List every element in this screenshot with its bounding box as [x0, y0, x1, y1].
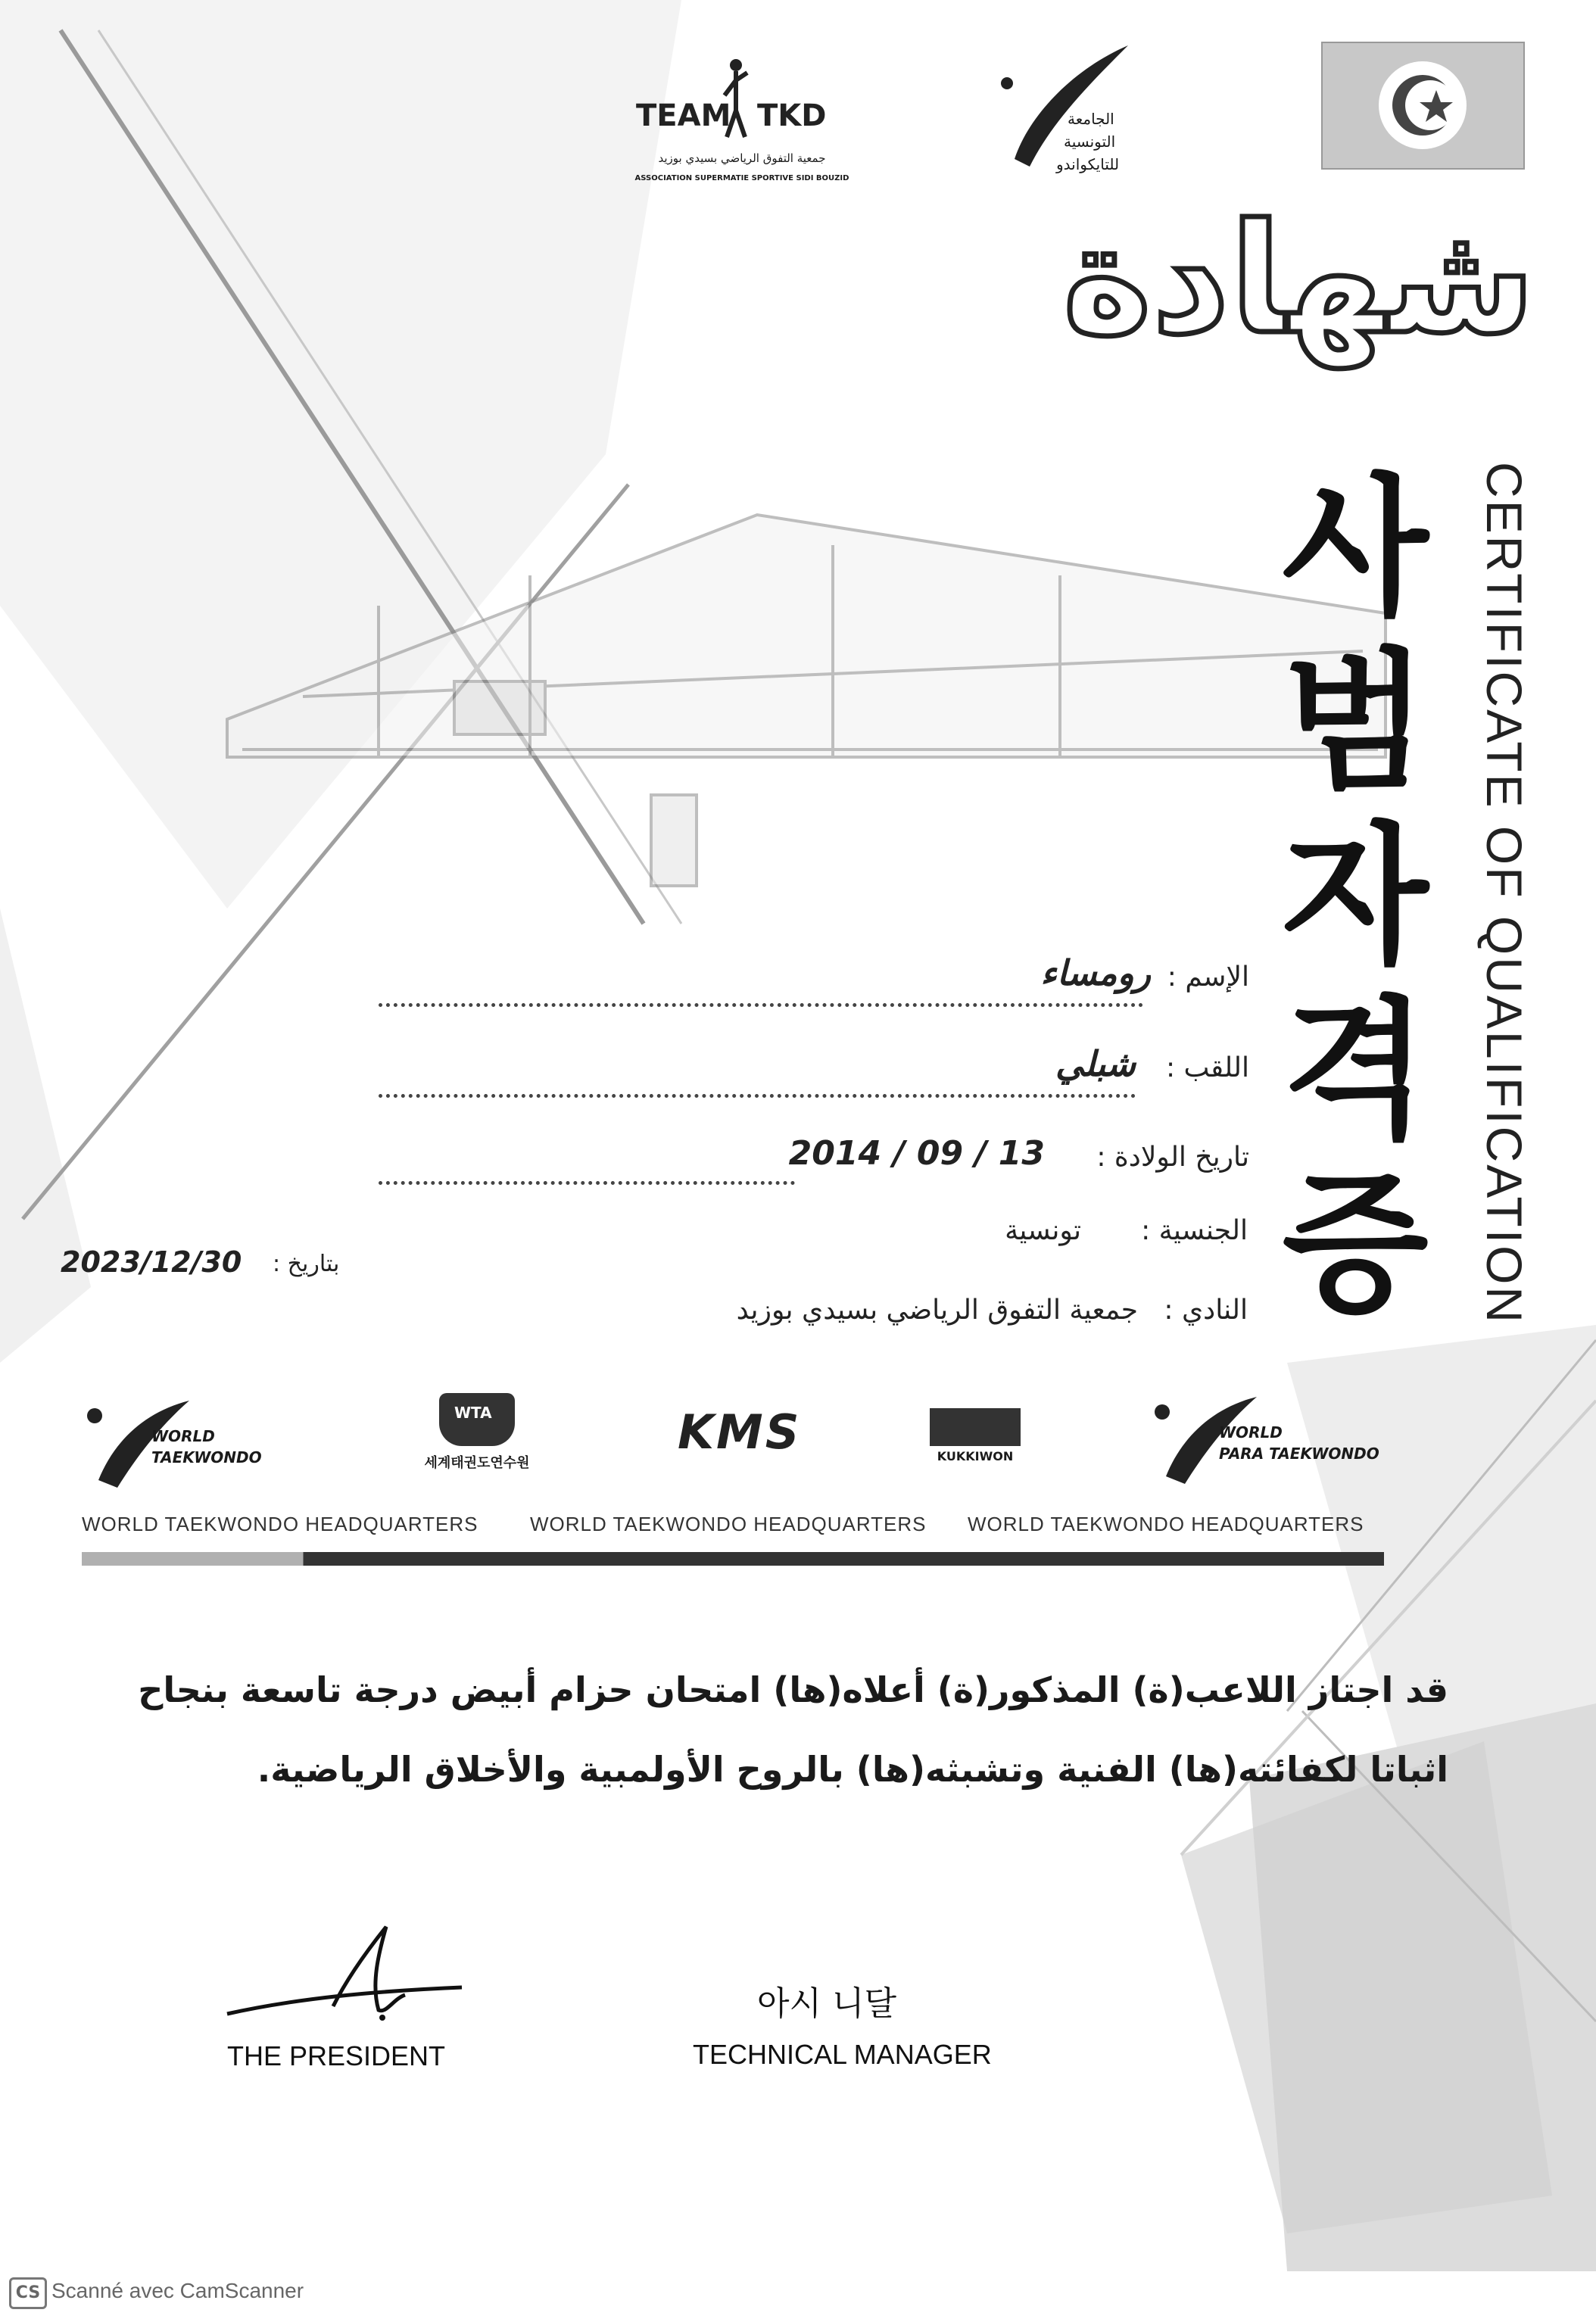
camscanner-text: Scanné avec CamScanner: [51, 2279, 304, 2302]
president-title: THE PRESIDENT: [227, 2040, 446, 2071]
world-taekwondo-line-1: WORLD: [151, 1427, 215, 1445]
team-logo-arabic: جمعية التفوق الرياضي بسيدي بوزيد: [658, 151, 826, 165]
wta-badge-text: WTA: [454, 1404, 492, 1422]
federation-name-line-2: التونسية: [1064, 132, 1116, 151]
team-logo-right-text: TKD: [757, 98, 827, 133]
birth-row: [379, 1128, 1249, 1196]
flag-crescent-star-icon: [1323, 43, 1523, 168]
hq-label-1: WORLD TAEKWONDO HEADQUARTERS: [82, 1513, 478, 1535]
kukkiwon-mark-icon: [930, 1408, 1021, 1446]
athlete-figure-icon: [721, 58, 751, 141]
korean-title-char-2: 범: [1282, 634, 1429, 811]
korean-title-char-3: 자: [1282, 809, 1429, 985]
manager-title: TECHNICAL MANAGER: [693, 2039, 992, 2070]
federation-name-line-1: الجامعة: [1068, 110, 1114, 128]
body-line-1: قد اجتاز اللاعب(ة) المذكور(ة) أعلاه(ها) امتحان حزام أبيض درجة تاسعة بنجاح: [138, 1669, 1448, 1710]
hq-label-3: WORLD TAEKWONDO HEADQUARTERS: [968, 1513, 1364, 1535]
club-value: جمعية التفوق الرياضي بسيدي بوزيد: [736, 1295, 1138, 1326]
team-tkd-logo: [628, 53, 856, 197]
nationality-value: تونسية: [1005, 1215, 1081, 1246]
hq-label-2: WORLD TAEKWONDO HEADQUARTERS: [530, 1513, 927, 1535]
surname-value: شبلي: [1055, 1043, 1136, 1084]
kms-logo: KMS: [678, 1404, 802, 1460]
name-row: [379, 946, 1249, 1015]
club-label: النادي :: [1164, 1295, 1248, 1326]
korean-title-char-5: 증: [1282, 1157, 1429, 1333]
wta-logo: [394, 1393, 560, 1484]
surname-row: [379, 1037, 1249, 1105]
birth-dotted-line: [379, 1181, 795, 1185]
manager-name: 아시 니달: [757, 1984, 897, 2023]
tunisia-flag: [1321, 42, 1525, 170]
divider-bar: [82, 1552, 1384, 1566]
surname-label: اللقب :: [1165, 1052, 1249, 1083]
english-title-vertical: CERTIFICATE OF QUALIFICATION: [1476, 462, 1532, 1326]
kukkiwon-text: KUKKIWON: [937, 1449, 1014, 1463]
arabic-title: شهادة: [1062, 192, 1535, 368]
surname-dotted-line: [379, 1094, 1136, 1098]
world-taekwondo-logo: [83, 1397, 295, 1488]
president-signature: [220, 1923, 469, 2029]
birth-label: تاريخ الولادة :: [1096, 1142, 1249, 1173]
korean-title-char-4: 격: [1282, 983, 1429, 1159]
federation-name-line-3: للتايكواندو: [1056, 155, 1120, 173]
name-label: الإسم :: [1167, 962, 1249, 993]
para-taekwondo-line-2: PARA TAEKWONDO: [1219, 1445, 1379, 1463]
date-label: بتاريخ :: [273, 1251, 340, 1277]
date-value: 2023/12/30: [61, 1245, 242, 1279]
para-taekwondo-line-1: WORLD: [1219, 1423, 1283, 1442]
team-logo-latin: ASSOCIATION SUPERMATIE SPORTIVE SIDI BOUZID: [634, 174, 849, 182]
camscanner-badge: [9, 2277, 47, 2309]
camscanner-badge-text: CS: [15, 2283, 41, 2302]
birth-value: 2014 / 09 / 13: [788, 1134, 1045, 1173]
kukkiwon-logo: [930, 1408, 1021, 1469]
team-logo-left-text: TEAM: [636, 98, 731, 133]
body-line-2: اثباتا لكفائته(ها) الفنية وتشبثه(ها) بالروح الأولمبية والأخلاق الرياضية.: [257, 1749, 1448, 1790]
korean-title: [1272, 462, 1439, 1332]
nationality-label: الجنسية :: [1141, 1215, 1248, 1246]
korean-title-char-1: 사: [1282, 460, 1429, 637]
para-taekwondo-logo: [1151, 1393, 1469, 1484]
wta-korean-text: 세계태권도연수원: [424, 1455, 530, 1471]
name-dotted-line: [379, 1003, 1143, 1007]
name-value: رومساء: [1040, 952, 1151, 993]
tunisian-taekwondo-federation-logo: [984, 38, 1181, 189]
world-taekwondo-line-2: TAEKWONDO: [151, 1448, 262, 1466]
